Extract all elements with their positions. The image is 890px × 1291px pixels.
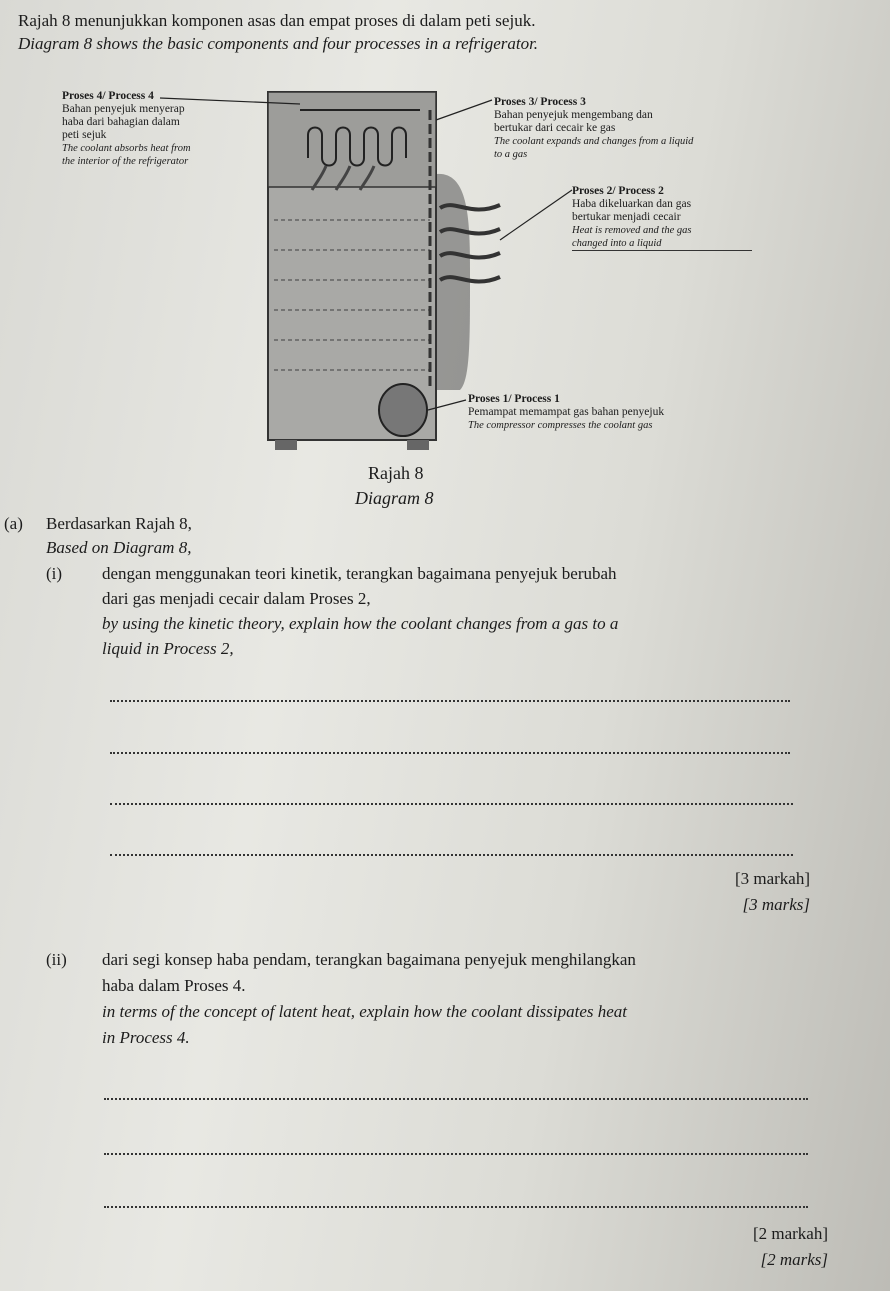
answer-line-ii-1[interactable] bbox=[104, 1098, 808, 1100]
compressor bbox=[379, 384, 427, 436]
diagram-caption-english: Diagram 8 bbox=[355, 488, 434, 508]
process-2-ms-line1: Haba dikeluarkan dan gas bbox=[572, 198, 692, 210]
process-1-ms-line1: Pemampat memampat gas bahan penyejuk bbox=[468, 406, 665, 418]
answer-line-i-1[interactable] bbox=[110, 700, 790, 702]
question-a-english: Based on Diagram 8, bbox=[46, 538, 192, 557]
process-1-label bbox=[468, 393, 748, 432]
question-a-malay: Berdasarkan Rajah 8, bbox=[46, 514, 192, 533]
answer-line-ii-3[interactable] bbox=[104, 1206, 808, 1208]
part-ii-english-line2: in Process 4. bbox=[102, 1028, 190, 1047]
part-ii-english-line1: in terms of the concept of latent heat, explain how the coolant dissipates heat bbox=[102, 1002, 628, 1021]
part-ii-number: (ii) bbox=[46, 950, 67, 969]
process-3-en-line2: to a gas bbox=[494, 149, 528, 160]
part-ii-marks-malay: [2 markah] bbox=[752, 1224, 828, 1243]
question-a-number: (a) bbox=[4, 514, 23, 533]
part-i-malay-line2: dari gas menjadi cecair dalam Proses 2, bbox=[102, 589, 371, 608]
part-i-malay-line1: dengan menggunakan teori kinetik, terangkan bagaimana penyejuk berubah bbox=[102, 564, 617, 583]
process-4-ms-line2: haba dari bahagian dalam bbox=[62, 116, 180, 128]
part-i-marks-english: [3 marks] bbox=[742, 895, 810, 914]
process-1-title: Proses 1/ Process 1 bbox=[468, 393, 560, 405]
process-3-ms-line1: Bahan penyejuk mengembang dan bbox=[494, 109, 653, 121]
part-ii-marks-english: [2 marks] bbox=[760, 1250, 828, 1269]
part-i-marks-malay: [3 markah] bbox=[734, 869, 810, 888]
process-3-ms-line2: bertukar dari cecair ke gas bbox=[494, 122, 616, 134]
process-2-en-line1: Heat is removed and the gas bbox=[572, 225, 692, 236]
process-2-title: Proses 2/ Process 2 bbox=[572, 185, 664, 197]
process-4-ms-line3: peti sejuk bbox=[62, 129, 107, 141]
process-2-ms-line2: bertukar menjadi cecair bbox=[572, 211, 681, 223]
process-4-ms-line1: Bahan penyejuk menyerap bbox=[62, 103, 185, 115]
part-ii-malay-line2: haba dalam Proses 4. bbox=[102, 976, 246, 995]
answer-line-i-3[interactable] bbox=[110, 803, 793, 805]
part-ii-malay-line1: dari segi konsep haba pendam, terangkan bagaimana penyejuk menghilangkan bbox=[102, 950, 636, 969]
process-1-en-line1: The compressor compresses the coolant gas bbox=[468, 420, 653, 431]
intro-english: Diagram 8 shows the basic components and four processes in a refrigerator. bbox=[18, 34, 539, 53]
process-3-en-line1: The coolant expands and changes from a liquid bbox=[494, 136, 694, 147]
answer-line-i-2[interactable] bbox=[110, 752, 790, 754]
process-4-en-line2: the interior of the refrigerator bbox=[62, 156, 189, 167]
process-3-title: Proses 3/ Process 3 bbox=[494, 96, 586, 108]
intro-malay: Rajah 8 menunjukkan komponen asas dan empat proses di dalam peti sejuk. bbox=[18, 11, 536, 30]
part-i-english-line1: by using the kinetic theory, explain how the coolant changes from a gas to a bbox=[102, 614, 619, 633]
process-3-label bbox=[494, 96, 754, 161]
diagram-caption-malay: Rajah 8 bbox=[368, 463, 424, 483]
process-4-title: Proses 4/ Process 4 bbox=[62, 90, 154, 102]
part-i-english-line2: liquid in Process 2, bbox=[102, 639, 234, 658]
part-i-number: (i) bbox=[46, 564, 63, 583]
process-2-label bbox=[572, 185, 752, 251]
answer-line-ii-2[interactable] bbox=[104, 1153, 808, 1155]
answer-line-i-4[interactable] bbox=[110, 854, 793, 856]
process-2-en-line2: changed into a liquid bbox=[572, 237, 752, 251]
process-4-en-line1: The coolant absorbs heat from bbox=[62, 143, 191, 154]
process-4-label bbox=[62, 90, 272, 168]
